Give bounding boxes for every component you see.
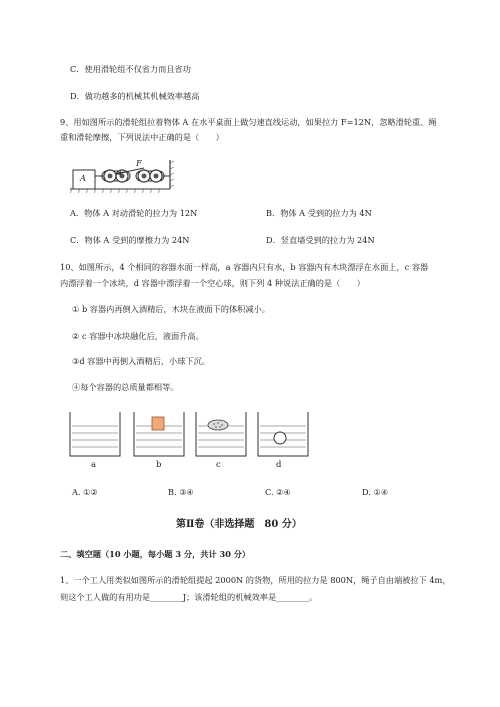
q10-stem-line1: 10、如图所示，4 个相同的容器水面一样高，a 容器内只有水，b 容器内有木块漂浮在水面上，c 容器 xyxy=(60,262,429,272)
containers-figure xyxy=(68,410,308,460)
q10-statement-1: ① b 容器内再倒入酒精后，木块在液面下的体积减小。 xyxy=(72,304,270,314)
q10-option-a: A. ①② xyxy=(72,487,98,497)
q9-option-b: B．物体 A 受到的拉力为 4N xyxy=(266,208,372,218)
hollow-ball xyxy=(274,432,286,444)
block-a-label: A xyxy=(80,173,86,183)
ice-block xyxy=(208,420,228,430)
q10-statement-3: ③d 容器中再倒入酒精后，小球下沉。 xyxy=(72,356,210,366)
container-label-b: b xyxy=(156,460,162,470)
q10-statement-4: ④每个容器的总质量都相等。 xyxy=(72,382,179,392)
q8-option-d: D．做功越多的机械其机械效率越高 xyxy=(70,91,200,101)
force-f-label: F xyxy=(136,158,142,168)
q9-stem-line2: 重和滑轮摩擦，下列说法中正确的是（ ） xyxy=(60,132,224,142)
q10-option-b: B. ③④ xyxy=(168,487,194,497)
fill-q1-line1: 1、一个工人用类似如图所示的滑轮组提起 2000N 的货物，所用的拉力是 800N，绳子自由端被拉下 4m， xyxy=(60,575,451,585)
q9-option-c: C．物体 A 受到的摩擦力为 24N xyxy=(70,235,190,245)
q8-option-c: C．使用滑轮组不仅省力而且省功 xyxy=(70,64,191,74)
container-label-d: d xyxy=(276,460,282,470)
q10-option-d: D. ①④ xyxy=(362,487,389,497)
q10-option-c: C. ②④ xyxy=(265,487,291,497)
wood-block xyxy=(152,417,164,430)
part-2-title: 第Ⅱ卷（非选择题 80 分） xyxy=(176,519,302,530)
q9-option-d: D．竖直墙受到的拉力为 24N xyxy=(266,235,375,245)
section-fill-in-heading: 二、填空题（10 小题，每小题 3 分，共计 30 分） xyxy=(60,549,251,559)
fill-q1-line2: 则这个工人做的有用功是________J；该滑轮组的机械效率是________。 xyxy=(60,592,318,602)
container-label-c: c xyxy=(216,460,221,470)
pulley-figure xyxy=(70,158,180,198)
q9-stem-line1: 9、用如图所示的滑轮组拉着物体 A 在水平桌面上做匀速直线运动，如果拉力 F=12N，忽略滑轮重、绳 xyxy=(60,117,437,127)
container-label-a: a xyxy=(91,460,97,470)
q10-statement-2: ② c 容器中冰块融化后，液面升高。 xyxy=(72,331,204,341)
q10-stem-line2: 内漂浮着一个冰块，d 容器中漂浮着一个空心球，则下列 4 种说法正确的是（ ） xyxy=(60,278,365,288)
q9-option-a: A．物体 A 对动滑轮的拉力为 12N xyxy=(70,208,198,218)
